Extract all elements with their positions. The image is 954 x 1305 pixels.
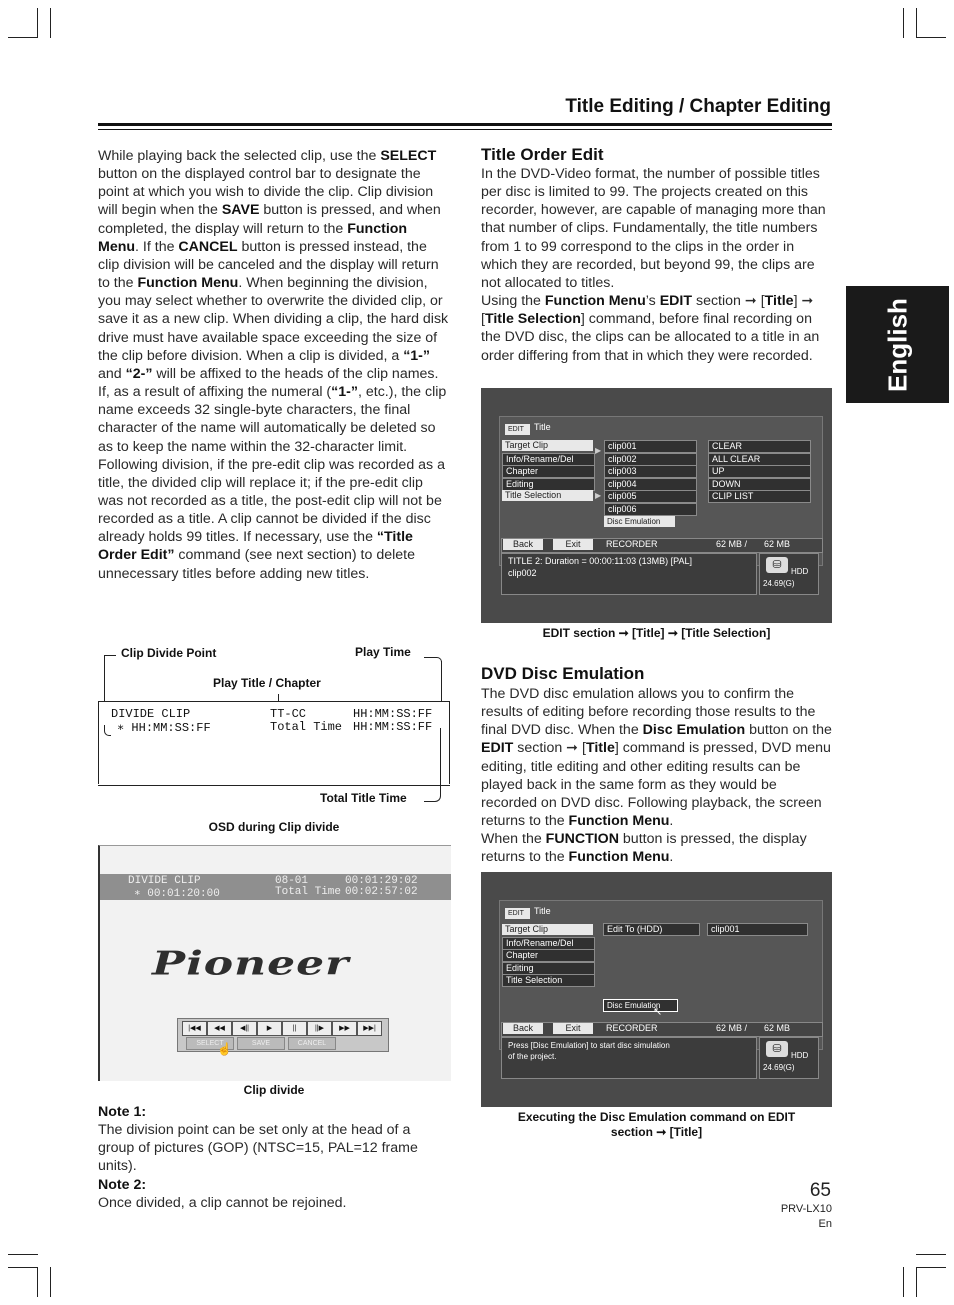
title-order-edit-heading: Title Order Edit: [481, 145, 604, 164]
clip-divide-caption: Clip divide: [243, 1083, 305, 1097]
clip-item[interactable]: clip005: [604, 490, 697, 503]
arrow-right-icon: ▶: [595, 491, 602, 500]
menu-item[interactable]: Editing: [502, 962, 595, 975]
menu-item[interactable]: Editing: [502, 478, 595, 491]
menu-item[interactable]: Title Selection: [502, 974, 595, 987]
back-button[interactable]: Back: [503, 539, 543, 550]
cursor-icon: ☝: [217, 1042, 232, 1056]
action-button[interactable]: DOWN: [708, 478, 811, 491]
tab-edit[interactable]: EDIT: [505, 908, 530, 919]
title-selection-caption: EDIT section ➞ [Title] ➞ [Title Selection]: [542, 626, 771, 640]
language-tab: [846, 286, 949, 403]
menu-item[interactable]: Title Selection: [502, 490, 593, 501]
title-selection-screenshot: [481, 388, 832, 623]
playback-control-button[interactable]: ◀||: [232, 1021, 257, 1036]
action-button[interactable]: CLIP LIST: [708, 490, 811, 503]
page-number: 65: [809, 1180, 831, 1201]
title-order-edit-text: [481, 165, 833, 365]
playback-control-button[interactable]: ||: [282, 1021, 307, 1036]
disc-emulation-caption-line1: Executing the Disc Emulation command on EDIT: [517, 1110, 796, 1124]
osd-row2-mid: Total Time: [270, 720, 343, 734]
label-clip-divide-point: Clip Divide Point: [121, 646, 217, 660]
action-button[interactable]: ALL CLEAR: [708, 453, 811, 466]
screen-row1-mid: 08-01: [275, 875, 309, 887]
size-total: 62 MB: [764, 1023, 791, 1033]
info-line2: of the project.: [508, 1052, 557, 1061]
note2-text: Once divided, a clip cannot be rejoined.: [98, 1194, 347, 1211]
menu-item[interactable]: Info/Rename/Del: [502, 453, 595, 466]
label-total-title-time: Total Title Time: [320, 791, 407, 805]
label-play-time: Play Time: [355, 645, 411, 659]
note1-text: The division point can be set only at the head of a group of pictures (GOP) (NTSC=15, PAL=12 frame units).: [98, 1122, 418, 1175]
language-code: En: [818, 1218, 832, 1230]
menu-item[interactable]: Info/Rename/Del: [502, 937, 595, 950]
select-button[interactable]: SELECT: [186, 1037, 234, 1050]
note2-label: Note 2:: [98, 1176, 147, 1193]
cursor-icon: ↖: [653, 1006, 663, 1018]
recorder-label: RECORDER: [606, 539, 658, 549]
disc-emulation-caption: [481, 1110, 832, 1140]
osd-caption: OSD during Clip divide: [208, 820, 340, 834]
osd-row2-right: HH:MM:SS:FF: [353, 720, 433, 734]
size-total: 62 MB: [764, 539, 791, 549]
recorder-label: RECORDER: [606, 1023, 658, 1033]
notes: Note 1: The division point can be set only at the head of a group of pictures (GOP) (NTSC=15, PAL=12 frame units). Note 2: Once divided, a clip cannot be rejoined.: [98, 1103, 450, 1212]
edit-to-field[interactable]: Edit To (HDD): [603, 923, 700, 936]
left-body-text: While playing back the selected clip, use the SELECT button on the displayed control bar to designate the point at which you wish to divide the clip. Clip division will begin when the SAVE button is pressed, and when completed, the display will return to the Function Menu. If the CANCEL button is pressed instead, the clip division will be canceled and the display will return to the Function Menu. When beginning the division, you may select whether to overwrite the divided clip, or save it as a new clip. When dividing a clip, the hard disk drive must have available space exceeding the size of the clip before division. When a clip is divided, a “1-” and “2-” will be affixed to the heads of the clip names. If, as a result of affixing the numeral (“1-”, etc.), the clip name exceeds 32 single-byte characters, the final character of the name will automatically be deleted so as to keep the name within the 32-character limit. Following division, if the pre-edit clip was recorded as a title, the divided clip will replace it; if the pre-edit clip was not recorded as a title, the post-edit clip will not be recorded as a title. A clip cannot be divided if the disc already holds 99 titles. If necessary, use the “Title Order Edit” command (see next section) to delete unnecessary titles before adding new titles.: [98, 148, 449, 582]
hdd-size: 24.69(G): [763, 1063, 795, 1072]
arrow-right-icon: ▶: [595, 446, 602, 455]
hdd-label: HDD: [791, 1051, 809, 1060]
playback-control-button[interactable]: ▶▶: [332, 1021, 357, 1036]
action-button[interactable]: UP: [708, 465, 811, 478]
header-rule-thin: [98, 129, 832, 130]
dvd-disc-emulation-para2: When the FUNCTION button is pressed, the display returns to the Function Menu.: [481, 831, 807, 866]
disc-emulation-screenshot: [481, 872, 832, 1107]
page-header-title: Title Editing / Chapter Editing: [565, 96, 831, 117]
osd-row1-mid: TT-CC: [270, 707, 307, 721]
clip-item[interactable]: clip002: [604, 453, 697, 466]
screen-row2-left: ∗ 00:01:20:00: [134, 888, 220, 900]
save-button[interactable]: SAVE: [237, 1037, 285, 1050]
screen-row1-left: DIVIDE CLIP: [128, 875, 201, 887]
label-play-title-chapter: Play Title / Chapter: [213, 676, 321, 690]
exit-button[interactable]: Exit: [553, 1023, 593, 1034]
screen-row1-right: 00:01:29:02: [345, 875, 418, 887]
title-order-edit-para1: In the DVD-Video format, the number of possible titles per disc is limited to 99. The projects created on this recorder, however, are capable of managing more than that number of clips. Fundamentally, the title numbers from 1 to 99 correspond to the clips in the order in which they are recorded, but beyond 99, the clips are not allocated to titles.: [481, 166, 826, 291]
control-bar: [177, 1018, 389, 1052]
hdd-label: HDD: [791, 567, 809, 576]
playback-control-button[interactable]: ▶▶|: [357, 1021, 382, 1036]
dvd-disc-emulation-text: [481, 685, 833, 867]
menu-item[interactable]: Target Clip: [502, 440, 593, 451]
hdd-panel: [759, 553, 819, 595]
header-rule: [98, 123, 832, 126]
note1-label: Note 1: [98, 1104, 142, 1120]
hdd-icon: ⛁: [766, 1041, 788, 1057]
screen-row2-mid: Total Time: [275, 886, 342, 898]
playback-control-button[interactable]: ||▶: [307, 1021, 332, 1036]
pioneer-logo: Pioneer: [152, 944, 350, 983]
menu-item[interactable]: Chapter: [502, 465, 595, 478]
playback-control-button[interactable]: ▶: [257, 1021, 282, 1036]
language-tab-label: English: [882, 297, 912, 392]
clip-divide-screenshot: [98, 845, 451, 1081]
exit-button[interactable]: Exit: [553, 539, 593, 550]
size-used: 62 MB /: [716, 1023, 748, 1033]
dvd-disc-emulation-heading: DVD Disc Emulation: [481, 664, 645, 683]
clip-item[interactable]: clip004: [604, 478, 697, 491]
tab-title[interactable]: Title: [534, 422, 551, 432]
osd-row1-right: HH:MM:SS:FF: [353, 707, 433, 721]
back-button[interactable]: Back: [503, 1023, 543, 1034]
size-used: 62 MB /: [716, 539, 748, 549]
action-button[interactable]: CLEAR: [708, 440, 811, 453]
playback-control-button[interactable]: |◀◀: [182, 1021, 207, 1036]
clip-item[interactable]: clip006: [604, 503, 697, 516]
clip-item[interactable]: clip001: [604, 440, 697, 453]
playback-control-button[interactable]: ◀◀: [207, 1021, 232, 1036]
screen-row2-right: 00:02:57:02: [345, 886, 418, 898]
dvd-disc-emulation-para1: The DVD disc emulation allows you to confirm the results of editing before recording those results to the final DVD disc. When the Disc Emulation button on the EDIT section ➞ [Title] command is pressed, DVD menu editing, title editing and other editing results can be played back in the same form as they would be recorded on DVD disc. Following playback, the screen returns to the Function Menu.: [481, 686, 832, 830]
disc-emulation-caption-line2: section ➞ [Title]: [610, 1125, 703, 1139]
title-order-edit-para2: Using the Function Menu’s EDIT section ➞ [Title] ➞ [Title Selection] command, before final recording on the DVD disc, the clips can be allocated to a title in an order differing from that in which they were recorded.: [481, 293, 820, 364]
hdd-icon: ⛁: [766, 557, 788, 573]
menu-item[interactable]: Target Clip: [502, 924, 593, 935]
tab-title[interactable]: Title: [534, 906, 551, 916]
clip-field[interactable]: clip001: [707, 923, 808, 936]
cancel-button[interactable]: CANCEL: [288, 1037, 336, 1050]
hdd-size: 24.69(G): [763, 579, 795, 588]
tab-edit[interactable]: EDIT: [505, 424, 530, 435]
menu-item[interactable]: Chapter: [502, 949, 595, 962]
hdd-panel: [759, 1037, 819, 1079]
osd-row1-left: DIVIDE CLIP: [111, 707, 191, 721]
model-number: PRV-LX10: [780, 1203, 832, 1215]
info-line2: clip002: [508, 568, 537, 578]
clip-item[interactable]: clip003: [604, 465, 697, 478]
info-line1: TITLE 2: Duration = 00:00:11:03 (13MB) [PAL]: [508, 556, 693, 566]
info-line1: Press [Disc Emulation] to start disc simulation: [508, 1041, 670, 1050]
disc-emulation-button[interactable]: Disc Emulation: [604, 516, 675, 527]
disc-emulation-button[interactable]: Disc Emulation: [603, 999, 678, 1012]
osd-row2-left: ∗ HH:MM:SS:FF: [117, 721, 211, 735]
